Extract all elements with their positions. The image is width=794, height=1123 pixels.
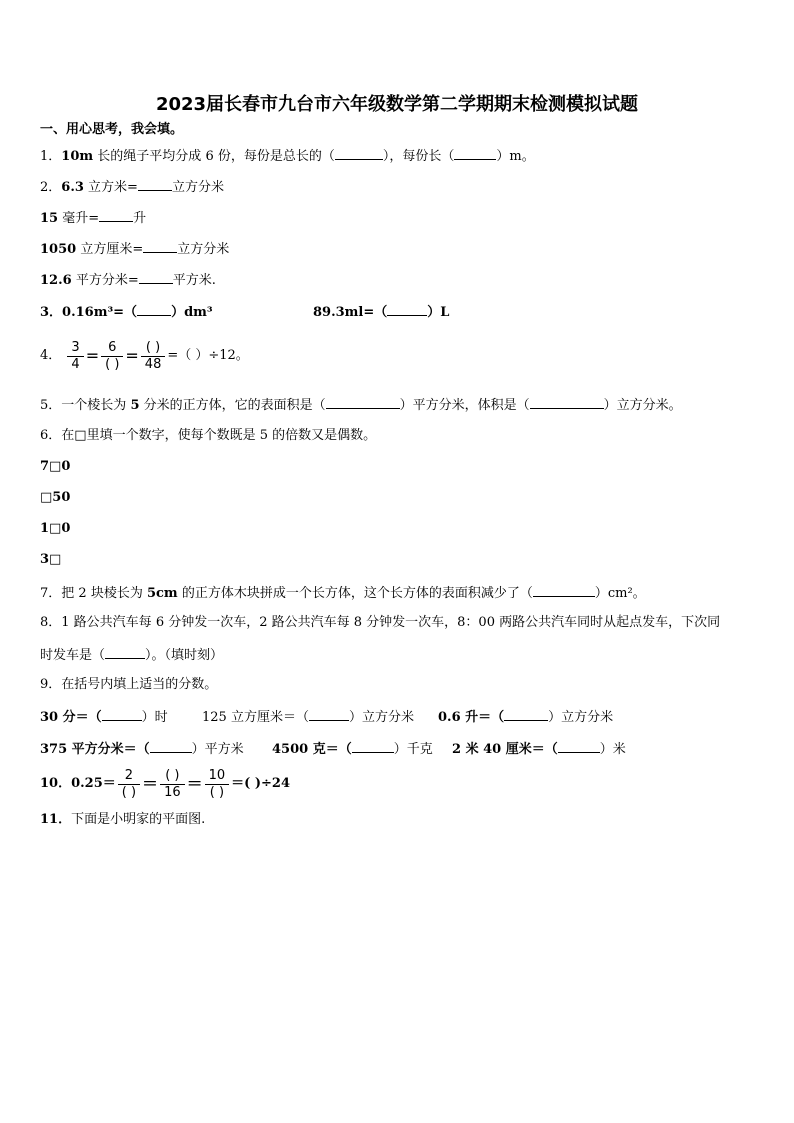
q10-tail: ＝( )÷24 <box>231 776 290 791</box>
q2-unit: 升 <box>133 211 147 226</box>
question-2-line-4 <box>40 271 216 289</box>
q9-item: 2 米 40 厘米＝（ <box>452 742 558 757</box>
question-2-line-3 <box>40 240 229 258</box>
q3-text-2: ）dm³ <box>171 305 213 320</box>
q1-text-4: ）m。 <box>496 149 535 164</box>
q1-text-1: 长的绳子平均分成 <box>97 149 202 164</box>
question-9 <box>40 677 217 693</box>
q2-value: 6.3 <box>61 180 84 195</box>
numerator: 6 <box>101 340 123 357</box>
numerator-blank[interactable]: ( ) <box>141 340 166 357</box>
question-number: 1． <box>40 149 62 164</box>
question-8-line-2 <box>40 646 223 664</box>
fraction <box>67 340 83 373</box>
q2-unit: 平方米. <box>172 273 216 288</box>
question-number: 2． <box>40 180 62 195</box>
q11-text: 下面是小明家的平面图. <box>71 812 206 827</box>
q9-unit: ）立方分米 <box>348 710 414 725</box>
q8-text-3: ）。（填时刻） <box>145 648 224 663</box>
question-10 <box>40 764 290 805</box>
q9-unit: ）千克 <box>393 742 433 757</box>
question-7 <box>40 584 646 602</box>
denominator: 16 <box>164 784 181 800</box>
q3-text-1: 0.16m³=（ <box>62 305 138 320</box>
q7-text-1: 把 2 块棱长为 <box>61 586 143 601</box>
section-heading: 一、用心思考，我会填。 <box>40 122 184 137</box>
question-number: 11． <box>40 812 72 827</box>
answer-blank[interactable] <box>99 209 133 222</box>
q7-text-3: ）cm²。 <box>594 586 646 601</box>
answer-blank[interactable] <box>102 708 142 721</box>
question-3 <box>40 303 213 321</box>
question-4 <box>40 336 249 377</box>
denominator-blank[interactable]: ( ) <box>209 784 225 800</box>
question-number: 9． <box>40 677 62 692</box>
answer-blank[interactable] <box>139 271 173 284</box>
q2-value: 1050 <box>40 242 77 257</box>
q6-item[interactable]: 3□ <box>40 552 62 567</box>
q9-item: 375 平方分米＝（ <box>40 742 150 757</box>
equals-sign: ＝ <box>142 774 159 793</box>
answer-blank[interactable] <box>105 646 145 659</box>
q3-text-3: 89.3ml=（ <box>313 305 388 320</box>
q5-text-4: ）立方分米。 <box>603 398 682 413</box>
question-6 <box>40 428 376 444</box>
equals-sign: ＝ <box>186 774 203 793</box>
fraction <box>160 768 185 801</box>
q2-unit: 立方米= <box>88 180 138 195</box>
q8-text-2: 时发车是（ <box>40 648 106 663</box>
question-9-row-1c <box>438 708 613 726</box>
question-9-row-1 <box>40 708 168 726</box>
answer-blank[interactable] <box>558 740 600 753</box>
denominator: 4 <box>71 356 80 372</box>
q1-text-3: ），每份长（ <box>382 149 455 164</box>
answer-blank[interactable] <box>504 708 548 721</box>
question-9-row-2c <box>452 740 626 758</box>
q2-unit: 立方分米 <box>171 180 224 195</box>
q7-edge: 5cm <box>146 586 178 601</box>
q6-text: 在□里填一个数字，使每个数既是 5 的倍数又是偶数。 <box>61 428 377 443</box>
equals-sign: = <box>125 346 139 365</box>
question-number: 10． <box>40 776 72 791</box>
equals-sign: = <box>85 346 100 365</box>
question-9-row-2 <box>40 740 244 758</box>
fraction <box>205 768 230 801</box>
answer-blank[interactable] <box>533 584 595 597</box>
fraction <box>141 340 166 373</box>
answer-blank[interactable] <box>454 147 496 160</box>
answer-blank[interactable] <box>137 303 171 316</box>
numerator-blank[interactable]: ( ) <box>160 768 185 785</box>
question-8 <box>40 615 720 631</box>
answer-blank[interactable] <box>530 396 604 409</box>
question-number: 7． <box>40 586 62 601</box>
q10-text: 0.25＝ <box>71 776 116 791</box>
answer-blank[interactable] <box>150 740 192 753</box>
q1-text-2: 份，每份是总长的（ <box>217 149 335 164</box>
question-9-row-1b <box>202 708 414 726</box>
question-9-row-2b <box>272 740 433 758</box>
numerator: 2 <box>118 768 140 785</box>
question-3-part-2 <box>313 303 449 321</box>
q6-item[interactable]: □50 <box>40 490 71 505</box>
q4-tail: =（ ）÷12。 <box>167 348 249 363</box>
q6-item[interactable]: 1□0 <box>40 521 71 536</box>
q2-unit: 平方分米= <box>75 273 139 288</box>
q1-length: 10m <box>61 149 94 164</box>
answer-blank[interactable] <box>138 178 172 191</box>
q2-unit: 毫升= <box>62 211 100 226</box>
q9-unit: ）时 <box>141 710 168 725</box>
answer-blank[interactable] <box>143 240 177 253</box>
denominator: 48 <box>144 356 162 372</box>
page-title: 2023届长春市九台市六年级数学第二学期期末检测模拟试题 <box>155 94 639 115</box>
q5-text-1: 一个棱长为 <box>61 398 127 413</box>
q2-unit: 立方分米 <box>177 242 230 257</box>
answer-blank[interactable] <box>326 396 400 409</box>
question-number: 6． <box>40 428 62 443</box>
q2-value: 12.6 <box>40 273 72 288</box>
q6-item[interactable]: 7□0 <box>40 459 71 474</box>
denominator-blank[interactable]: ( ) <box>105 356 120 372</box>
q9-item: 125 立方厘米＝（ <box>202 710 309 725</box>
fraction <box>118 768 140 801</box>
q9-text: 在括号内填上适当的分数。 <box>61 677 218 692</box>
q2-value: 15 <box>40 211 59 226</box>
denominator-blank[interactable]: ( ) <box>121 784 137 800</box>
q7-text-2: 的正方体木块拼成一个长方体，这个长方体的表面积减少了（ <box>181 586 533 601</box>
answer-blank[interactable] <box>309 708 349 721</box>
q8-text-1: 1 路公共汽车每 6 分钟发一次车，2 路公共汽车每 8 分钟发一次车，8：00 两路公共汽车同时从起点发车，下次同 <box>61 615 721 630</box>
q5-edge: 5 <box>130 398 140 413</box>
q9-unit: ）平方米 <box>191 742 244 757</box>
q2-unit: 立方厘米= <box>80 242 144 257</box>
q5-text-3: ）平方分米，体积是（ <box>399 398 530 413</box>
numerator: 3 <box>67 340 83 357</box>
question-1 <box>40 147 535 165</box>
question-number: 4． <box>40 348 62 363</box>
question-5 <box>40 396 682 414</box>
q9-unit: ）米 <box>599 742 626 757</box>
question-2 <box>40 178 224 196</box>
question-11 <box>40 812 205 828</box>
question-number: 8． <box>40 615 62 630</box>
q9-item: 30 分＝（ <box>40 710 102 725</box>
q9-item: 4500 克＝（ <box>272 742 352 757</box>
question-number: 3． <box>40 305 63 320</box>
q5-text-2: 分米的正方体，它的表面积是（ <box>143 398 326 413</box>
answer-blank[interactable] <box>352 740 394 753</box>
q1-parts: 6 <box>205 149 214 164</box>
question-2-line-2 <box>40 209 146 227</box>
question-number: 5． <box>40 398 62 413</box>
q3-text-4: ）L <box>427 305 450 320</box>
q9-unit: ）立方分米 <box>548 710 614 725</box>
numerator: 10 <box>205 768 230 785</box>
answer-blank[interactable] <box>335 147 383 160</box>
answer-blank[interactable] <box>387 303 427 316</box>
fraction <box>101 340 123 373</box>
q9-item: 0.6 升＝（ <box>438 710 505 725</box>
